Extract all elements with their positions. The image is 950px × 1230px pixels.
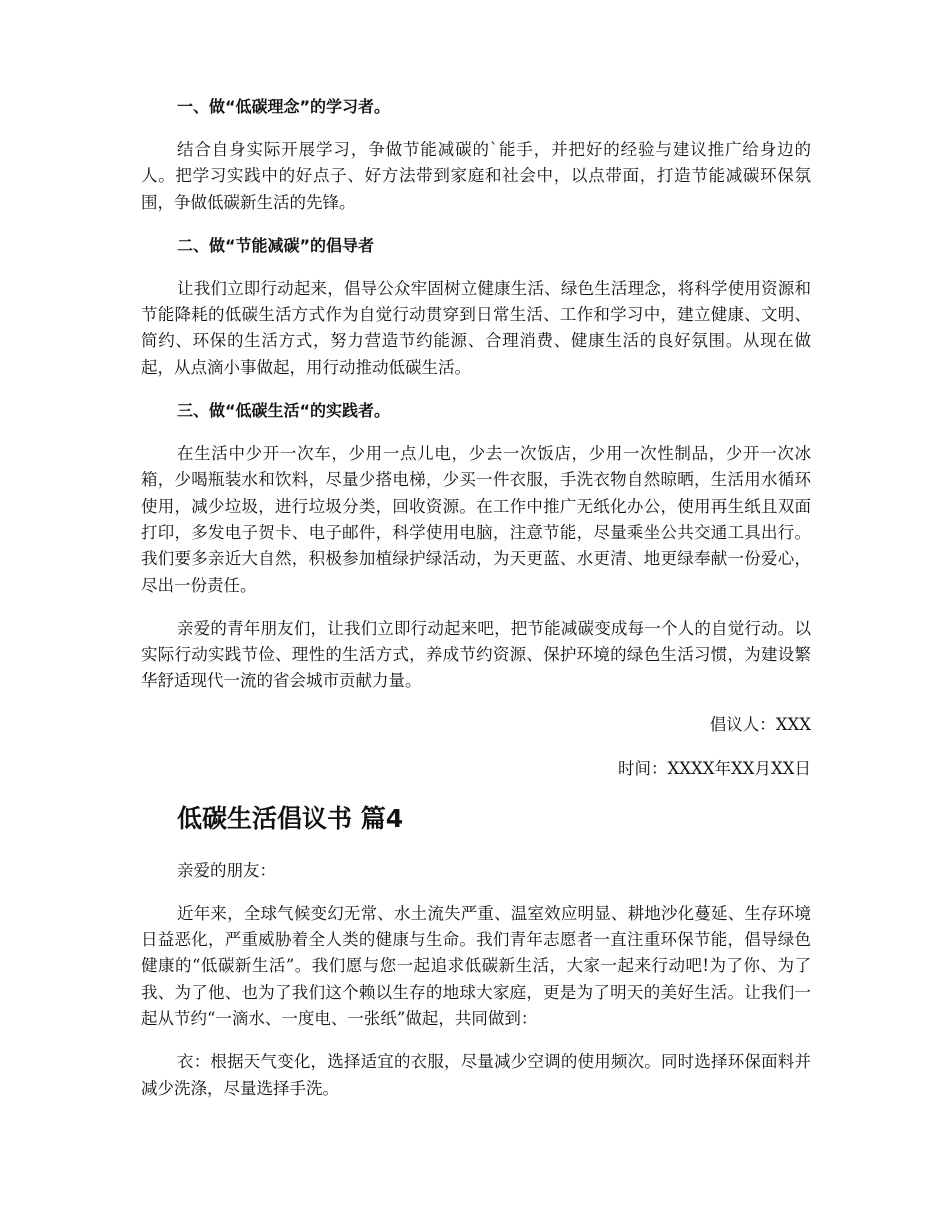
paragraph-advocate: 让我们立即行动起来，倡导公众牢固树立健康生活、绿色生活理念，将科学使用资源和节能降耗的低碳生活方式作为自觉行动贯穿到日常生活、工作和学习中，建立健康、文明、简约、环保的生活方式，努力营造节约能源、合理消费、健康生活的良好氛围。从现在做起，从点滴小事做起，用行动推动低碳生活。	[141, 278, 811, 377]
heading-advocate: 二、做“节能减碳”的倡导者	[177, 235, 375, 255]
heading-learner: 一、做“低碳理念”的学习者。	[177, 97, 391, 116]
section-title: 低碳生活倡议书 篇4	[177, 803, 404, 833]
greeting: 亲爱的朋友：	[177, 860, 276, 880]
paragraph-practitioner: 在生活中少开一次车，少用一点儿电，少去一次饭店，少用一次性制品，少开一次冰箱，少喝瓶装水和饮料，尽量少搭电梯，少买一件衣服，手洗衣物自然晾晒，生活用水循环使用，减少垃圾，进行垃圾分类，回收资源。在工作中推广无纸化办公，使用再生纸且双面打印，多发电子贺卡、电子邮件，科学使用电脑，注意节能，尽量乘坐公共交通工具出行。我们要多亲近大自然，积极参加植绿护绿活动，为天更蓝、水更清、地更绿奉献一份爱心，尽出一份责任。	[141, 444, 811, 595]
paragraph-learner: 结合自身实际开展学习，争做节能减碳的`能手，并把好的经验与建议推广给身边的人。把学习实践中的好点子、好方法带到家庭和社会中，以点带面，打造节能减碳环保氛围，争做低碳新生活的先锋。	[141, 140, 811, 212]
document-page	[141, 94, 811, 1119]
heading-practitioner: 三、做“低碳生活“的实践者。	[177, 401, 391, 421]
paragraph-clothing: 衣：根据天气变化，选择适宜的衣服，尽量减少空调的使用频次。同时选择环保面料并减少洗涤，尽量选择手洗。	[141, 1052, 811, 1098]
signature-proposer: 倡议人：XXX	[709, 714, 811, 734]
signature-date: 时间：XXXX年XX月XX日	[618, 758, 811, 778]
paragraph-intro: 近年来，全球气候变幻无常、水土流失严重、温室效应明显、耕地沙化蔓延、生存环境日益恶化，严重威胁着全人类的健康与生命。我们青年志愿者一直注重环保节能，倡导绿色健康的“低碳新生活”。我们愿与您一起追求低碳新生活，大家一起来行动吧!为了你、为了我、为了他、也为了我们这个赖以生存的地球大家庭，更是为了明天的美好生活。让我们一起从节约“一滴水、一度电、一张纸”做起，共同做到：	[141, 903, 811, 1028]
paragraph-closing: 亲爱的青年朋友们，让我们立即行动起来吧，把节能减碳变成每一个人的自觉行动。以实际行动实践节俭、理性的生活方式，养成节约资源、保护环境的绿色生活习惯，为建设繁华舒适现代一流的省会城市贡献力量。	[141, 618, 811, 691]
